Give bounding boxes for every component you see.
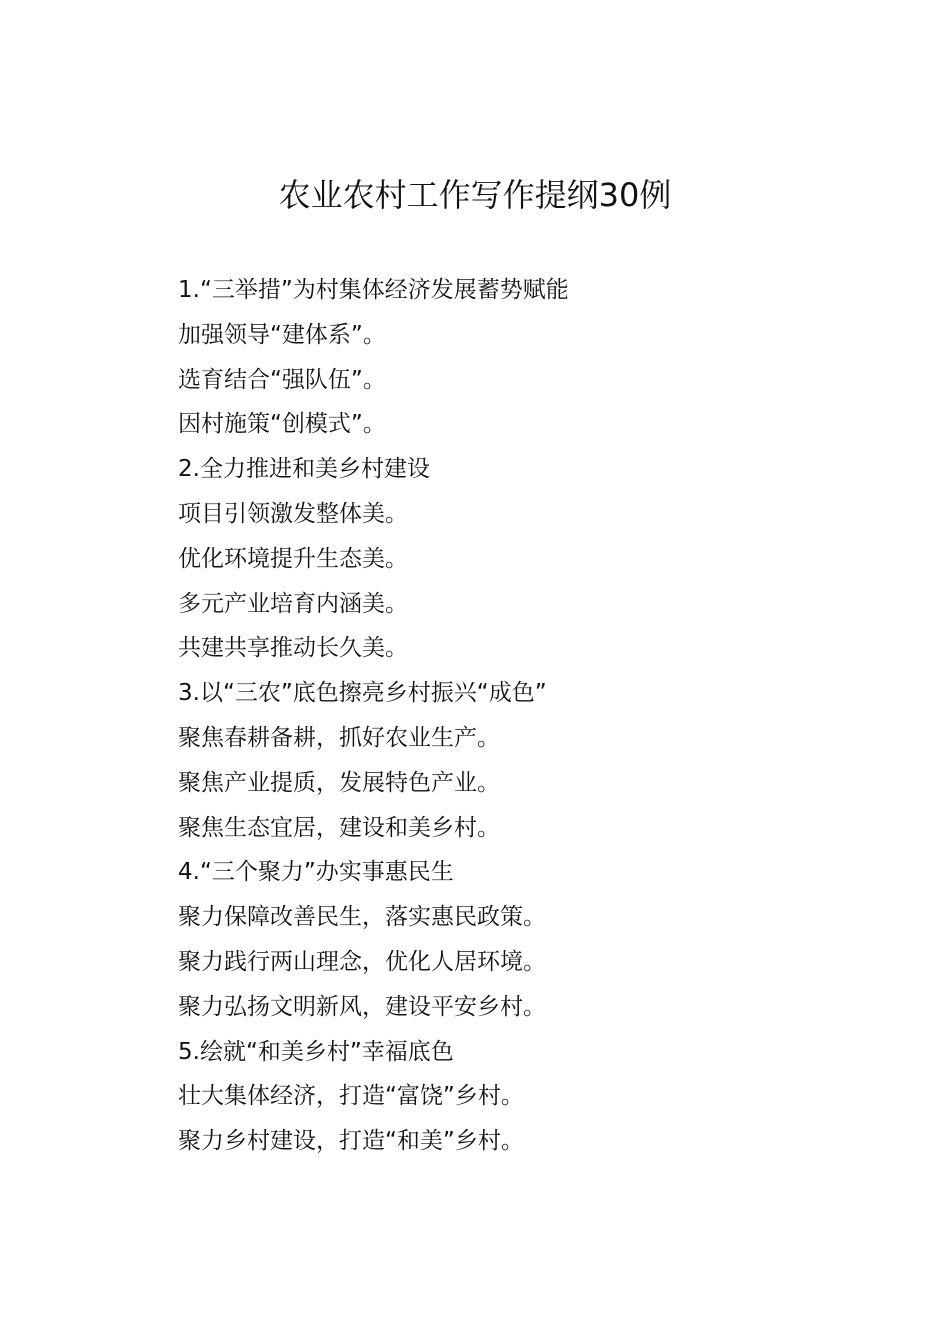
section-heading-1: 1.“三举措”为村集体经济发展蓄势赋能	[178, 277, 569, 303]
body-line: 加强领导“建体系”。	[178, 321, 386, 348]
body-line: 聚力践行两山理念，优化人居环境。	[178, 948, 546, 975]
body-line: 因村施策“创模式”。	[178, 411, 386, 438]
document-body	[178, 268, 878, 1164]
body-line: 优化环境提升生态美。	[178, 545, 408, 572]
section-heading-2: 2.全力推进和美乡村建设	[178, 456, 430, 483]
document-title: 农业农村工作写作提纲30例	[278, 176, 672, 214]
body-line: 选育结合“强队伍”。	[178, 366, 386, 393]
body-line: 壮大集体经济，打造“富饶”乡村。	[178, 1083, 524, 1110]
body-line: 聚力乡村建设，打造“和美”乡村。	[178, 1128, 524, 1155]
body-line: 项目引领激发整体美。	[178, 500, 408, 527]
body-line: 聚焦春耕备耕，抓好农业生产。	[178, 724, 500, 751]
section-heading-3: 3.以“三农”底色擦亮乡村振兴“成色”	[178, 680, 547, 707]
body-line: 聚焦生态宜居，建设和美乡村。	[178, 814, 500, 841]
body-line: 聚焦产业提质，发展特色产业。	[178, 769, 500, 796]
body-line: 多元产业培育内涵美。	[178, 590, 408, 617]
section-heading-5: 5.绘就“和美乡村”幸福底色	[178, 1038, 454, 1065]
body-line: 聚力保障改善民生，落实惠民政策。	[178, 904, 546, 931]
body-line: 聚力弘扬文明新风，建设平安乡村。	[178, 993, 546, 1020]
section-heading-4: 4.“三个聚力”办实事惠民生	[178, 859, 454, 886]
body-line: 共建共享推动长久美。	[178, 635, 408, 662]
